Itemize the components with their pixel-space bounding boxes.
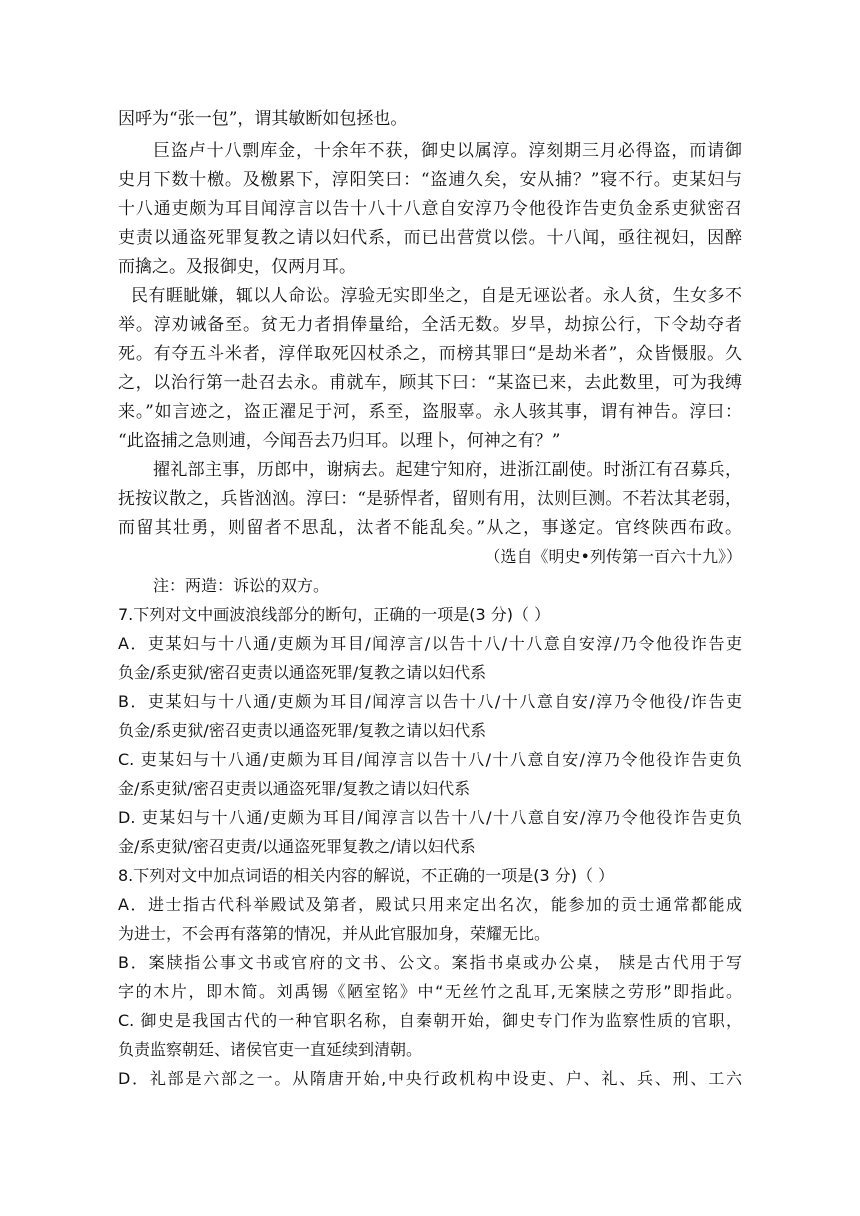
question-7-option-a: A．吏某妇与十八通/吏颇为耳目/闻淳言/以告十八/十八意自安淳/乃令他役诈告吏 [118, 634, 742, 653]
question-8-option-b-cont: 字的木片，即木简。刘禹锡《陋室铭》中“无丝竹之乱耳,无案牍之劳形”即指此。 [118, 982, 742, 1001]
question-8-option-a-cont: 为进士，不会再有落第的情况，并从此官服加身，荣耀无比。 [118, 924, 551, 943]
passage-source: （选自《明史•列传第一百六十九》） [484, 547, 742, 566]
passage-line: 举。淳劝诫备至。贫无力者捐俸量给，全活无数。岁旱，劫掠公行，下令劫夺者 [118, 315, 742, 335]
question-8-option-b: B．案牍指公事文书或官府的文书、公文。案指书桌或办公桌， 牍是古代用于写 [118, 953, 742, 972]
passage-line: 之，以治行第一赴召去永。甫就车，顾其下曰：“某盗已来，去此数里，可为我缚 [118, 373, 742, 393]
question-7-option-c: C. 吏某妇与十八通/吏颇为耳目/闻淳言以告十八/十八意自安/淳乃令他役诈告吏负 [118, 750, 742, 769]
passage-note: 注：两造：诉讼的双方。 [153, 576, 330, 595]
question-8-option-c: C. 御史是我国古代的一种官职名称，自秦朝开始，御史专门作为监察性质的官职， [118, 1011, 742, 1030]
question-7-option-d: D. 吏某妇与十八通/吏颇为耳目/闻淳言以告十八/十八意自安/淳乃令他役诈告吏负 [118, 808, 742, 827]
passage-line: “此盗捕之急则逋，今闻吾去乃归耳。以理卜，何神之有？” [118, 431, 561, 451]
question-8-stem: 8.下列对文中加点词语的相关内容的解说，不正确的一项是(3 分)（ ） [118, 866, 615, 885]
question-7-option-b-cont: 负金/系吏狱/密召吏责以通盗死罪/复教之请以妇代系 [118, 721, 487, 740]
question-7-stem: 7.下列对文中画波浪线部分的断句，正确的一项是(3 分)（ ） [118, 605, 551, 624]
question-8-option-c-cont: 负责监察朝廷、诸侯官吏一直延续到清朝。 [118, 1040, 423, 1059]
question-7-option-a-cont: 负金/系吏狱/密召吏责以通盗死罪/复教之请以妇代系 [118, 663, 487, 682]
question-7-option-b: B．吏某妇与十八通/吏颇为耳目/闻淳言以告十八/十八意自安/淳乃令他役/诈告吏 [118, 692, 742, 711]
passage-line: 抚按议散之，兵皆汹汹。淳曰：“是骄悍者，留则有用，汰则巨测。不若汰其老弱， [118, 489, 742, 509]
question-7-option-c-cont: 金/系吏狱/密召吏责以通盗死罪/复教之请以妇代系 [118, 779, 471, 798]
passage-line: 巨盗卢十八剽库金，十余年不获，御史以属淳。淳刻期三月必得盗，而请御 [153, 141, 742, 161]
passage-line: 擢礼部主事，历郎中，谢病去。起建宁知府，进浙江副使。时浙江有召募兵， [153, 460, 742, 480]
passage-line: 吏责以通盗死罪复教之请以妇代系，而已出营赏以偿。十八闻，亟往视妇，因醉 [118, 228, 742, 248]
passage-line: 而擒之。及报御史，仅两月耳。 [118, 257, 356, 277]
passage-line: 死。有夺五斗米者，淳佯取死囚杖杀之，而榜其罪曰“是劫米者”，众皆慑服。久 [118, 344, 742, 364]
passage-line: 民有睚眦嫌，辄以人命讼。淳验无实即坐之，自是无诬讼者。永人贫，生女多不 [131, 286, 742, 306]
passage-line: 因呼为“张一包”，谓其敏断如包拯也。 [118, 109, 408, 129]
passage-line: 史月下数十檄。及檄累下，淳阳笑曰：“盗逋久矣，安从捕？”寝不行。吏某妇与 [118, 170, 742, 190]
question-8-option-a: A．进士指古代科举殿试及第者，殿试只用来定出名次，能参加的贡士通常都能成 [118, 895, 742, 914]
question-8-option-d: D．礼部是六部之一。从隋唐开始,中央行政机构中设吏、户、礼、兵、刑、工六 [118, 1069, 742, 1088]
passage-line: 十八通吏颇为耳目闻淳言以告十八十八意自安淳乃令他役诈告吏负金系吏狱密召 [118, 199, 742, 219]
question-7-option-d-cont: 金/系吏狱/密召吏责/以通盗死罪复教之/请以妇代系 [118, 837, 476, 856]
passage-line: 而留其壮勇，则留者不思乱，汰者不能乱矣。”从之，事遂定。官终陕西布政。 [118, 518, 742, 538]
passage-line: 来。”如言迹之，盗正濯足于河，系至，盗服辜。永人骇其事，谓有神告。淳曰： [118, 402, 742, 422]
